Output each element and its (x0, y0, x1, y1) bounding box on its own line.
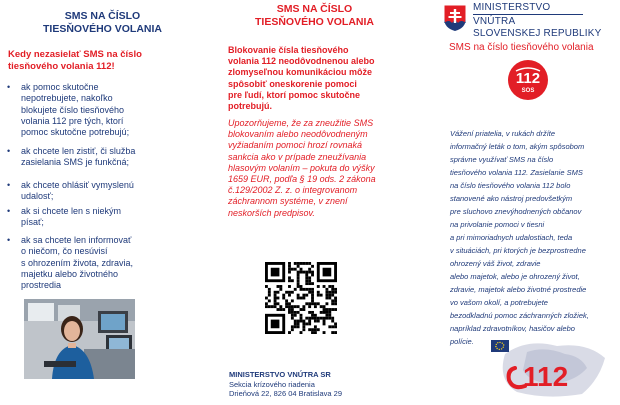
intro-line: na číslo tiesňového volania 112 bolo (450, 181, 571, 190)
intro-line: a pri mimoriadnych udalostiach, teda (450, 233, 573, 242)
intro-line: pre sluchovo znevýhodnených občanov (450, 207, 582, 216)
intro-line: alebo majetok, alebo je ohrozený život, (450, 272, 580, 281)
warning-item-line: volania 112 pre tých, ktorí (21, 115, 124, 126)
warning-item-line: ak pomoc skutočne (21, 82, 99, 92)
intro-line: ohrozený váš život, zdravie (450, 259, 541, 268)
warning-item-text (21, 206, 141, 229)
penalty-notice-line: Upozorňujeme, že za zneužitie SMS (228, 118, 374, 128)
warning-item-line: ak chcete ohlásiť vymyslenú (21, 180, 134, 190)
intro-line: zdravie, majetok alebo životné prostredie (450, 285, 587, 294)
penalty-notice-line: sankcia ako v prípade zneužívania (228, 151, 367, 162)
warning-item-line: blokujete číslo tiesňového (21, 104, 125, 115)
warning-item-line: ak sa chcete len informovať (21, 235, 132, 245)
intro-line: napríklad zdravotníkov, hasičov alebo (450, 324, 575, 333)
intro-line: tiesňového volania 112. Zasielanie SMS (450, 168, 583, 177)
intro-line: polície. (450, 337, 474, 346)
penalty-notice-line: hlasovým volaním – pokuta do výšky (228, 162, 375, 173)
bullet-icon: • (7, 146, 11, 156)
penalty-notice-line: záchrannom systéme, v znení (228, 196, 348, 207)
eu-112-number: 112 (523, 361, 569, 392)
warning-item-line: s ohrozením života, zdravia, (21, 257, 134, 268)
warning-item-line: udalosť; (21, 191, 54, 202)
penalty-notice-line: č.129/2002 Z. z. o integrovanom (228, 185, 358, 196)
ministry-line3: SLOVENSKEJ REPUBLIKY (473, 27, 602, 39)
blocking-warning-line: volania 112 neodôvodnenou alebo (228, 56, 375, 67)
warning-item-line: ak chcete len zistiť, či služba (21, 146, 136, 156)
panel1-subhead-line2: tiesňového volania 112! (8, 61, 115, 72)
blocking-warning-line: potrebujú. (228, 101, 272, 112)
panel1-title-line1: SMS NA ČÍSLO (64, 10, 141, 22)
intro-line: informačný leták o tom, akým spôsobom (450, 142, 585, 151)
penalty-notice (228, 118, 378, 219)
warning-item-text (21, 146, 141, 169)
address-dept: Sekcia krízového riadenia (229, 379, 315, 389)
blocking-warning-line: Blokovanie čísla tiesňového (228, 45, 349, 55)
bullet-icon: • (7, 206, 11, 216)
sos-112-logo (507, 59, 549, 101)
eu-112-logo (487, 334, 612, 400)
panel-right (425, 0, 620, 405)
intro-line: v situáciách, pri ktorých je bezprostredne (450, 246, 586, 255)
blocking-warning-line: spôsobiť oneskorenie pomoci (228, 78, 357, 89)
panel1-title-line2: TIESŇOVÉHO VOLANIA (42, 22, 162, 35)
warning-item-text (21, 235, 141, 291)
panel-left (0, 0, 205, 405)
panel1-subhead (8, 49, 188, 73)
warning-item-line: pomoc skutočne potrebujú; (21, 127, 130, 138)
bullet-icon: • (7, 235, 11, 245)
intro-line: Vážení priatelia, v rukách držíte (450, 129, 556, 138)
panel1-subhead-line1: Kedy nezasielať SMS na číslo (8, 49, 142, 60)
intro-line: stanovené ako nástroj predovšetkým (450, 194, 573, 203)
blocking-warning-line: pre ľudí, ktorí pomoc skutočne (228, 89, 360, 100)
intro-line: bezodkladnú pomoc záchranných zložiek, (450, 311, 589, 320)
address-street: Drieňová 22, 826 04 Bratislava 29 (229, 389, 342, 399)
operator-photo (24, 299, 135, 379)
qr-code[interactable] (265, 262, 337, 334)
warning-item-line: nepotrebujete, nakoľko (21, 93, 113, 104)
logo-number: 112 (515, 70, 541, 87)
blocking-warning (228, 45, 376, 112)
warning-item-line: prostredia (21, 280, 62, 291)
panel-middle (212, 0, 417, 405)
panel2-title-line2: TIESŇOVÉHO VOLANIA (254, 15, 374, 28)
panel3-subtitle: SMS na číslo tiesňového volania (449, 42, 594, 53)
bullet-icon: • (7, 82, 11, 92)
ministry-line2: VNÚTRA (473, 16, 516, 27)
penalty-notice-line: 1659 EUR, podľa § 19 ods. 2 zákona (228, 174, 376, 185)
ministry-line1: MINISTERSTVO (473, 2, 551, 13)
panel1-title (0, 10, 205, 35)
blocking-warning-line: zlomyseľnou komunikáciou môže (228, 67, 372, 78)
warning-item-line: majetku alebo životného (21, 268, 119, 279)
warning-item-text (21, 82, 141, 138)
warning-item-line: písať; (21, 217, 44, 228)
intro-line: vo vašom okolí, a potrebujete (450, 298, 548, 307)
address-org: MINISTERSTVO VNÚTRA SR (229, 370, 331, 379)
warning-item-line: o niečom, čo nesúvisí (21, 246, 108, 257)
logo-caption: SOS (521, 88, 535, 94)
penalty-notice-line: neskorších predpisov. (228, 207, 315, 218)
warning-item-line: zasielania SMS je funkčná; (21, 157, 130, 168)
penalty-notice-line: vyžiadaním pomoci hrozí rovnaká (228, 140, 363, 151)
penalty-notice-line: blokovaním alebo neodôvodneným (228, 129, 368, 140)
warning-item-line: ak si chcete len s niekým (21, 206, 122, 216)
coat-of-arms-icon (443, 4, 467, 32)
panel2-title-line1: SMS NA ČÍSLO (276, 3, 353, 15)
intro-line: správne využívať SMS na číslo (450, 155, 554, 164)
intro-line: na privolanie pomoci v tiesni (450, 220, 545, 229)
warning-item-text (21, 180, 141, 203)
ministry-address (229, 370, 414, 399)
bullet-icon: • (7, 180, 11, 190)
ministry-divider (473, 14, 583, 15)
panel2-title (212, 3, 417, 28)
